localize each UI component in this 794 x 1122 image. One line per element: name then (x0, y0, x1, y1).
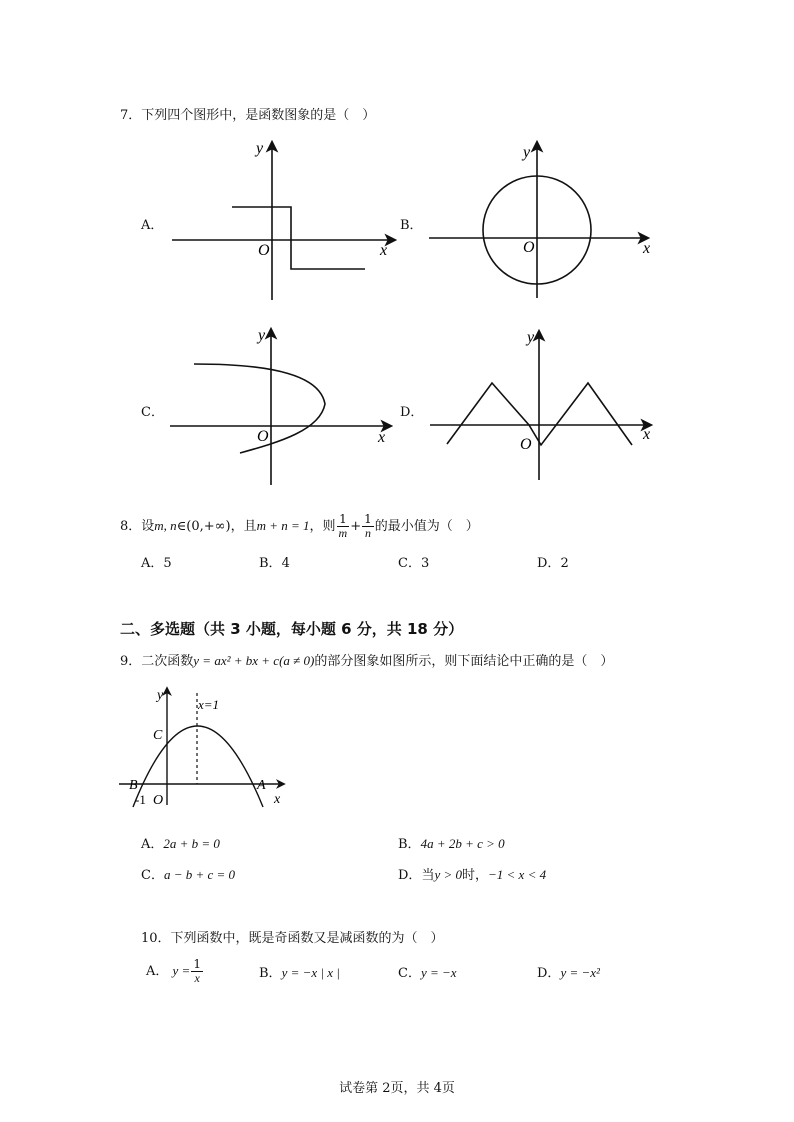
point-b-label: B (129, 778, 138, 793)
x-label: x (378, 429, 386, 446)
option-value: y > 0 (434, 867, 462, 882)
q10-option-a-frac (191, 958, 203, 985)
option-pre: 当 (421, 868, 435, 883)
option-value: 4 (281, 556, 290, 571)
q8-cond-pre: ，且 (230, 519, 257, 534)
q7-graph-a (160, 135, 400, 305)
q7-graph-b (425, 135, 665, 305)
frac-numerator: 1 (364, 512, 372, 526)
y-label: y (256, 140, 264, 157)
option-value: 2a + b = 0 (163, 836, 220, 851)
q7-graph-d (425, 320, 665, 490)
q8-option-b (259, 552, 290, 571)
q8-option-c (398, 552, 429, 571)
y-label: y (523, 144, 531, 161)
y-label: y (157, 688, 164, 703)
option-value: 4a + 2b + c > 0 (420, 836, 505, 851)
origin-label: O (258, 242, 270, 259)
q8-cond: m + n = 1 (256, 518, 310, 533)
q7-option-d-label: D． (400, 405, 424, 420)
neg-one-label: -1 (135, 792, 146, 807)
q9-option-c (141, 864, 235, 883)
q10-option-d (537, 962, 600, 981)
q8-set: ∈(0,+∞) (176, 519, 231, 534)
x-label: x (643, 240, 651, 257)
frac-numerator: 1 (193, 957, 201, 971)
option-mid: 时， (462, 868, 489, 883)
q9-num: 9．二次函数 (120, 654, 194, 669)
axis-line-label: x=1 (198, 697, 220, 712)
q10-option-a (146, 956, 204, 987)
option-label: C． (398, 966, 421, 981)
q8-then: ，则 (309, 519, 336, 534)
frac-denominator: m (338, 526, 348, 540)
section-2-heading: 二、多选题（共 3 小题，每小题 6 分，共 18 分） (120, 620, 464, 638)
q9-option-d (398, 864, 546, 883)
q8-frac-1 (337, 513, 350, 540)
q9-stem (120, 650, 613, 669)
option-value: y = −x² (560, 965, 600, 980)
q9-tail: 的部分图象如图所示，则下面结论中正确的是（ ） (314, 654, 614, 669)
q8-tail: 的最小值为（ ） (374, 519, 479, 534)
option-label: D． (398, 868, 422, 883)
option-label: B． (259, 556, 282, 571)
q9-function: y = ax² + bx + c(a ≠ 0) (193, 653, 315, 668)
q7-stem: 7．下列四个图形中，是函数图象的是（ ） (120, 108, 376, 123)
q8-option-a (141, 552, 172, 571)
q7-option-b-label: B． (400, 218, 423, 233)
option-value: a − b + c = 0 (163, 867, 236, 882)
y-label: y (258, 327, 266, 344)
q8-frac-2 (362, 513, 374, 540)
q10-stem: 10．下列函数中，既是奇函数又是减函数的为（ ） (141, 931, 444, 946)
option-label: D． (537, 556, 561, 571)
x-label: x (380, 242, 388, 259)
q8-plus: + (350, 519, 362, 534)
point-a-label: A (257, 778, 266, 793)
frac-denominator: n (364, 526, 371, 540)
origin-label: O (520, 436, 532, 453)
q9-option-a (141, 833, 220, 852)
q8-vars: m, n (154, 518, 177, 533)
q7-option-a-label: A． (141, 218, 164, 233)
frac-numerator: 1 (337, 513, 350, 527)
q10-option-b (259, 962, 340, 981)
origin-label: O (523, 239, 535, 256)
x-label: x (274, 792, 281, 807)
q8-stem (120, 512, 479, 541)
origin-label: O (153, 793, 164, 808)
option-lhs: y = (172, 963, 191, 978)
option-label: A． (146, 964, 169, 979)
option-value: 2 (560, 556, 569, 571)
q9-parabola-figure (115, 685, 305, 815)
frac-denominator: x (194, 971, 200, 985)
point-c-label: C (153, 728, 163, 743)
q10-option-c (398, 962, 457, 981)
option-label: C． (398, 556, 421, 571)
option-value-2: −1 < x < 4 (488, 867, 547, 882)
option-label: C． (141, 868, 164, 883)
q7-graph-c (160, 320, 400, 490)
option-value: y = −x | x | (281, 965, 340, 980)
option-label: A． (141, 556, 164, 571)
option-value: 5 (163, 556, 172, 571)
option-value: y = −x (420, 965, 457, 980)
option-label: B． (259, 966, 282, 981)
x-label: x (643, 426, 651, 443)
q7-option-c-label: C． (141, 405, 164, 420)
page-footer: 试卷第 2页，共 4页 (339, 1081, 455, 1096)
q8-option-d (537, 552, 569, 571)
origin-label: O (257, 428, 269, 445)
option-label: B． (398, 837, 421, 852)
option-label: D． (537, 966, 561, 981)
y-label: y (527, 329, 535, 346)
q9-option-b (398, 833, 505, 852)
q8-num: 8．设 (120, 519, 155, 534)
step-curve (232, 207, 365, 269)
option-label: A． (141, 837, 164, 852)
option-value: 3 (420, 556, 430, 571)
